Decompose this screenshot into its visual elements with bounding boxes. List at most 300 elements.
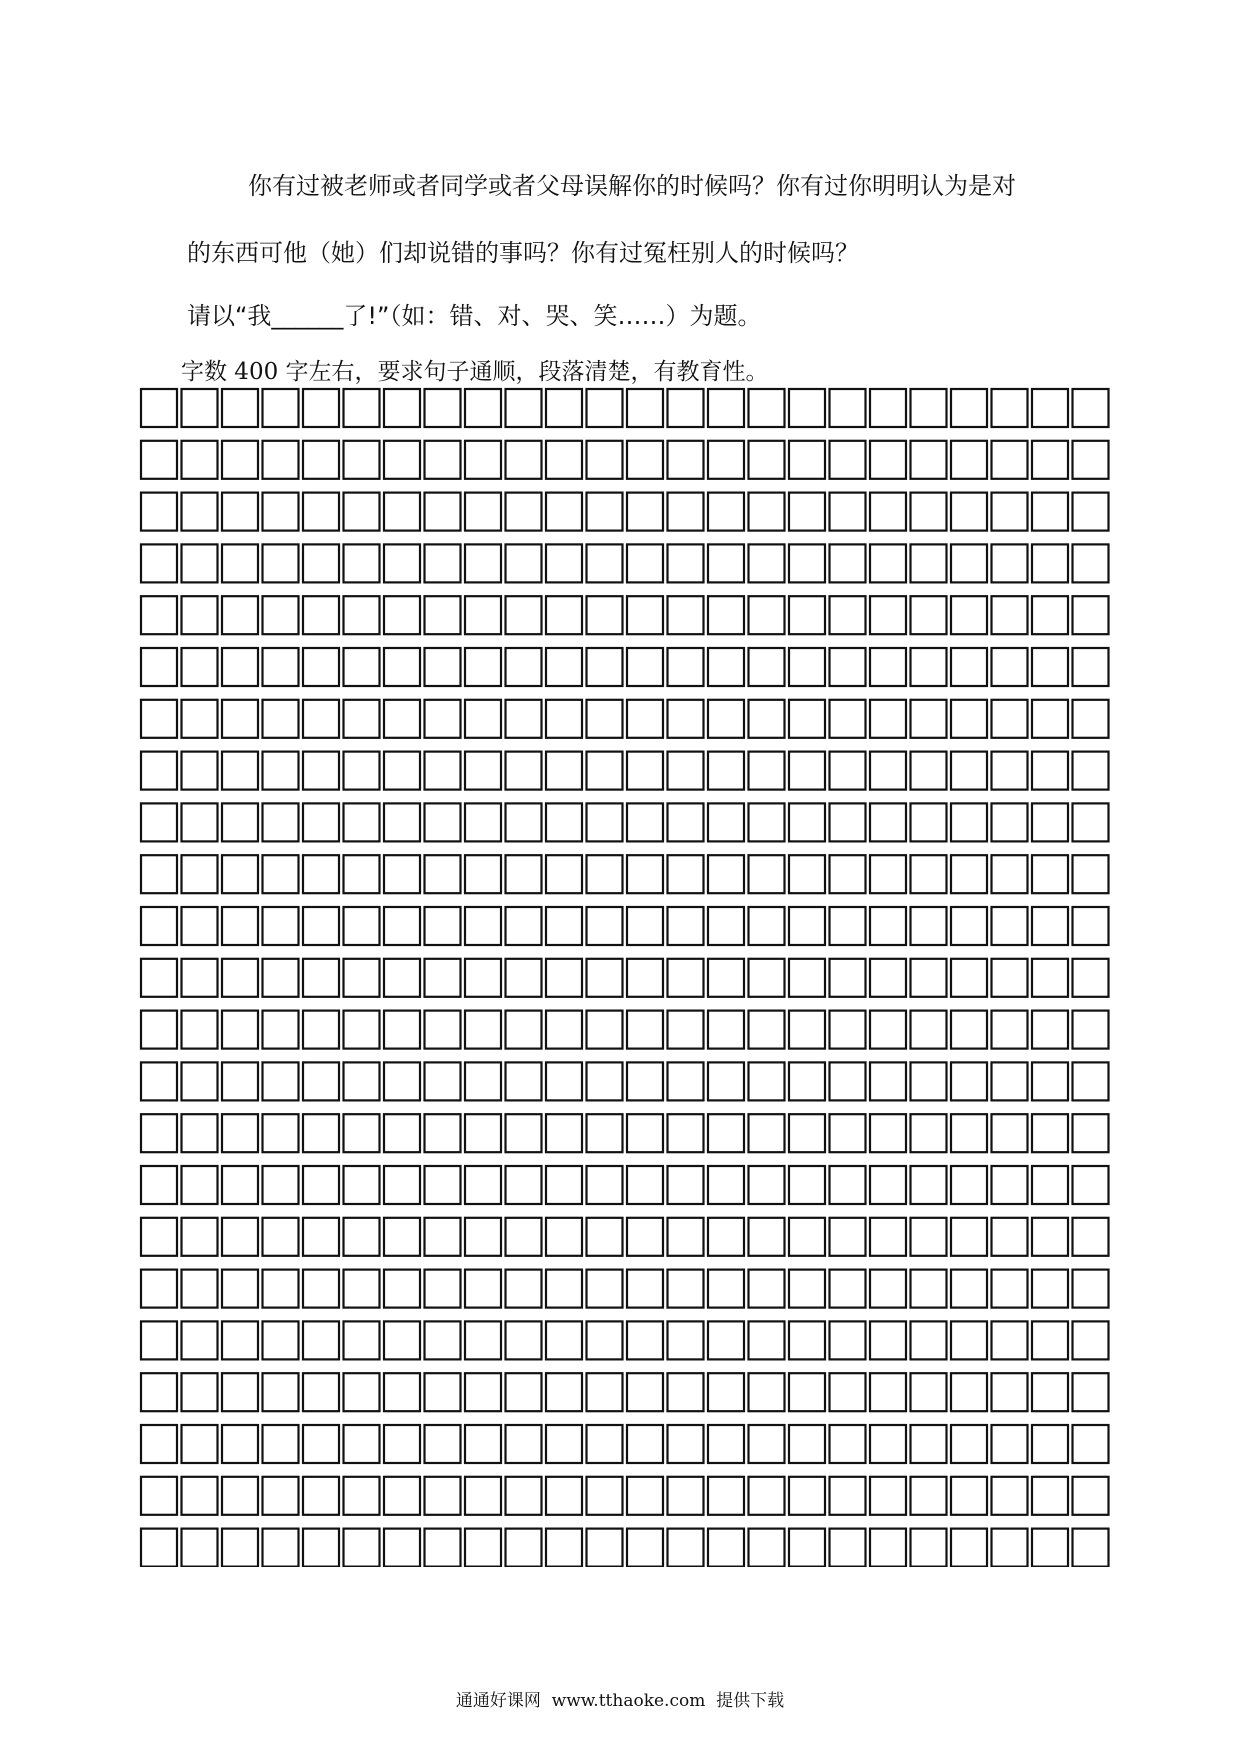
grid-cell (546, 544, 582, 582)
grid-cell (749, 907, 785, 945)
grid-cell (911, 1477, 947, 1515)
grid-cell (263, 1321, 299, 1359)
grid-cell (141, 1011, 177, 1049)
grid-cell (222, 648, 258, 686)
grid-row (141, 700, 1109, 738)
grid-cell (141, 1062, 177, 1100)
grid-cell (668, 1166, 704, 1204)
grid-cell (1032, 596, 1068, 634)
grid-cell (344, 648, 380, 686)
grid-cell (789, 752, 825, 790)
grid-cell (1032, 1270, 1068, 1308)
grid-cell (1032, 1373, 1068, 1411)
grid-cell (911, 1114, 947, 1152)
grid-cell (141, 1529, 177, 1567)
grid-cell (222, 700, 258, 738)
grid-cell (425, 1114, 461, 1152)
grid-cell (344, 907, 380, 945)
grid-cell (222, 1062, 258, 1100)
grid-cell (303, 855, 339, 893)
grid-cell (1073, 1114, 1109, 1152)
grid-cell (951, 1425, 987, 1463)
grid-cell (587, 1373, 623, 1411)
grid-cell (303, 1373, 339, 1411)
grid-cell (263, 1011, 299, 1049)
grid-cell (506, 1218, 542, 1256)
grid-cell (344, 1270, 380, 1308)
grid-cell (222, 1321, 258, 1359)
grid-row (141, 544, 1109, 582)
grid-cell (627, 1166, 663, 1204)
grid-cell (789, 493, 825, 531)
grid-cell (344, 493, 380, 531)
grid-cell (1032, 700, 1068, 738)
grid-cell (303, 1529, 339, 1567)
grid-cell (303, 803, 339, 841)
grid-cell (1032, 1011, 1068, 1049)
grid-cell (870, 1529, 906, 1567)
grid-cell (951, 648, 987, 686)
grid-cell (506, 1166, 542, 1204)
grid-cell (222, 1529, 258, 1567)
grid-cell (789, 1114, 825, 1152)
grid-cell (830, 493, 866, 531)
grid-cell (870, 803, 906, 841)
grid-cell (627, 1011, 663, 1049)
grid-cell (587, 596, 623, 634)
grid-cell (1032, 493, 1068, 531)
grid-cell (425, 596, 461, 634)
grid-cell (587, 441, 623, 479)
grid-cell (425, 1321, 461, 1359)
grid-cell (263, 752, 299, 790)
grid-cell (708, 700, 744, 738)
grid-cell (1032, 1529, 1068, 1567)
grid-cell (344, 1529, 380, 1567)
grid-cell (951, 1062, 987, 1100)
grid-cell (708, 1425, 744, 1463)
grid-cell (384, 1114, 420, 1152)
grid-cell (870, 648, 906, 686)
grid-cell (384, 1425, 420, 1463)
grid-cell (465, 1373, 501, 1411)
grid-cell (546, 959, 582, 997)
grid-cell (425, 1373, 461, 1411)
grid-cell (425, 389, 461, 427)
grid-cell (789, 1529, 825, 1567)
grid-cell (789, 1373, 825, 1411)
grid-cell (303, 596, 339, 634)
grid-cell (506, 1114, 542, 1152)
grid-cell (344, 803, 380, 841)
grid-cell (506, 752, 542, 790)
grid-cell (627, 752, 663, 790)
grid-cell (627, 544, 663, 582)
grid-cell (506, 1062, 542, 1100)
grid-cell (344, 959, 380, 997)
grid-cell (992, 596, 1028, 634)
grid-cell (587, 1477, 623, 1515)
grid-cell (789, 1321, 825, 1359)
grid-cell (870, 389, 906, 427)
grid-row (141, 389, 1109, 427)
grid-cell (425, 959, 461, 997)
grid-cell (911, 1011, 947, 1049)
grid-cell (303, 1425, 339, 1463)
grid-cell (546, 1011, 582, 1049)
grid-cell (668, 1477, 704, 1515)
grid-cell (263, 1062, 299, 1100)
grid-cell (992, 1166, 1028, 1204)
grid-cell (465, 752, 501, 790)
grid-cell (222, 855, 258, 893)
prompt-title-instruction: 请以“我______了!”（如：错、对、哭、笑……）为题。 (187, 302, 762, 330)
grid-cell (182, 1114, 218, 1152)
grid-cell (425, 1011, 461, 1049)
grid-cell (992, 1373, 1028, 1411)
grid-cell (303, 1218, 339, 1256)
grid-cell (992, 1062, 1028, 1100)
grid-cell (1032, 1425, 1068, 1463)
grid-cell (141, 493, 177, 531)
grid-cell (465, 1529, 501, 1567)
prompt-requirements: 字数 400 字左右，要求句子通顺，段落清楚，有教育性。 (181, 359, 769, 385)
grid-cell (708, 1373, 744, 1411)
grid-cell (344, 441, 380, 479)
grid-cell (870, 959, 906, 997)
grid-cell (1073, 803, 1109, 841)
grid-cell (384, 1062, 420, 1100)
grid-cell (992, 1218, 1028, 1256)
grid-cell (830, 648, 866, 686)
grid-cell (830, 1321, 866, 1359)
writing-grid (139, 387, 1119, 1567)
grid-cell (263, 907, 299, 945)
grid-cell (708, 544, 744, 582)
grid-cell (141, 959, 177, 997)
grid-cell (344, 389, 380, 427)
grid-cell (951, 1114, 987, 1152)
grid-cell (384, 1218, 420, 1256)
grid-cell (263, 1373, 299, 1411)
grid-cell (546, 855, 582, 893)
grid-cell (425, 441, 461, 479)
grid-cell (1073, 1218, 1109, 1256)
grid-cell (1073, 907, 1109, 945)
grid-cell (1073, 441, 1109, 479)
grid-cell (222, 907, 258, 945)
grid-cell (627, 493, 663, 531)
grid-cell (1073, 1321, 1109, 1359)
grid-cell (789, 1218, 825, 1256)
grid-cell (830, 596, 866, 634)
grid-cell (465, 441, 501, 479)
grid-cell (830, 907, 866, 945)
grid-cell (587, 493, 623, 531)
grid-cell (425, 544, 461, 582)
grid-cell (789, 907, 825, 945)
grid-cell (587, 803, 623, 841)
grid-cell (992, 1011, 1028, 1049)
grid-cell (1073, 389, 1109, 427)
grid-cell (749, 596, 785, 634)
grid-cell (465, 855, 501, 893)
grid-cell (870, 1321, 906, 1359)
grid-cell (789, 855, 825, 893)
grid-cell (425, 1062, 461, 1100)
grid-cell (870, 544, 906, 582)
grid-cell (384, 1529, 420, 1567)
grid-cell (263, 441, 299, 479)
grid-cell (1032, 855, 1068, 893)
grid-cell (789, 803, 825, 841)
grid-cell (263, 1529, 299, 1567)
grid-row (141, 1373, 1109, 1411)
grid-row (141, 493, 1109, 531)
grid-cell (587, 1062, 623, 1100)
grid-cell (951, 1529, 987, 1567)
grid-cell (951, 959, 987, 997)
grid-cell (911, 1373, 947, 1411)
grid-cell (263, 959, 299, 997)
grid-cell (749, 493, 785, 531)
grid-cell (830, 700, 866, 738)
prompt-line-2: 的东西可他（她）们却说错的事吗？你有过冤枉别人的时候吗？ (187, 239, 859, 267)
grid-cell (263, 493, 299, 531)
grid-cell (506, 1425, 542, 1463)
grid-cell (1032, 648, 1068, 686)
grid-cell (587, 1321, 623, 1359)
grid-cell (627, 1425, 663, 1463)
grid-cell (708, 1062, 744, 1100)
grid-cell (951, 752, 987, 790)
grid-cell (384, 544, 420, 582)
grid-cell (870, 1270, 906, 1308)
grid-cell (668, 493, 704, 531)
grid-cell (587, 907, 623, 945)
grid-cell (425, 803, 461, 841)
grid-cell (1073, 1529, 1109, 1567)
grid-cell (587, 1218, 623, 1256)
grid-cell (708, 596, 744, 634)
grid-cell (222, 959, 258, 997)
grid-cell (911, 441, 947, 479)
grid-cell (627, 1270, 663, 1308)
grid-cell (182, 1477, 218, 1515)
grid-cell (303, 1166, 339, 1204)
grid-cell (587, 959, 623, 997)
grid-cell (546, 441, 582, 479)
grid-cell (749, 1114, 785, 1152)
grid-cell (627, 959, 663, 997)
grid-cell (222, 1218, 258, 1256)
grid-cell (951, 389, 987, 427)
grid-cell (465, 907, 501, 945)
grid-cell (749, 1062, 785, 1100)
grid-cell (546, 493, 582, 531)
grid-cell (668, 441, 704, 479)
grid-cell (303, 441, 339, 479)
grid-cell (344, 1425, 380, 1463)
grid-cell (384, 959, 420, 997)
grid-cell (506, 1477, 542, 1515)
grid-cell (951, 493, 987, 531)
grid-cell (344, 1166, 380, 1204)
grid-cell (465, 700, 501, 738)
grid-cell (1032, 441, 1068, 479)
grid-cell (182, 1062, 218, 1100)
grid-cell (992, 1529, 1028, 1567)
grid-cell (384, 493, 420, 531)
grid-cell (911, 1270, 947, 1308)
grid-cell (668, 700, 704, 738)
grid-cell (1032, 959, 1068, 997)
grid-cell (425, 1477, 461, 1515)
grid-cell (830, 1425, 866, 1463)
grid-cell (344, 544, 380, 582)
grid-cell (546, 1321, 582, 1359)
grid-cell (182, 1166, 218, 1204)
grid-cell (1073, 1166, 1109, 1204)
grid-row (141, 752, 1109, 790)
grid-cell (749, 1529, 785, 1567)
grid-cell (546, 596, 582, 634)
grid-cell (384, 907, 420, 945)
grid-cell (627, 648, 663, 686)
grid-cell (749, 544, 785, 582)
grid-cell (708, 1529, 744, 1567)
grid-cell (870, 441, 906, 479)
grid-cell (830, 1166, 866, 1204)
grid-cell (627, 700, 663, 738)
grid-cell (627, 389, 663, 427)
grid-cell (870, 1011, 906, 1049)
grid-cell (344, 1062, 380, 1100)
grid-cell (668, 959, 704, 997)
grid-row (141, 855, 1109, 893)
grid-cell (182, 389, 218, 427)
grid-cell (668, 1114, 704, 1152)
grid-cell (668, 1373, 704, 1411)
grid-cell (992, 700, 1028, 738)
grid-cell (141, 907, 177, 945)
grid-cell (425, 1218, 461, 1256)
grid-cell (303, 1270, 339, 1308)
grid-cell (870, 700, 906, 738)
grid-cell (141, 648, 177, 686)
grid-cell (627, 1477, 663, 1515)
grid-cell (708, 1321, 744, 1359)
grid-cell (992, 1114, 1028, 1152)
grid-cell (789, 441, 825, 479)
grid-cell (141, 1218, 177, 1256)
grid-cell (141, 803, 177, 841)
grid-cell (911, 1529, 947, 1567)
grid-cell (546, 1062, 582, 1100)
footer-credit: 通通好课网 www.tthaoke.com 提供下载 (455, 1691, 785, 1711)
grid-row (141, 1321, 1109, 1359)
grid-cell (708, 493, 744, 531)
grid-cell (465, 1062, 501, 1100)
grid-cell (546, 1270, 582, 1308)
grid-cell (789, 1011, 825, 1049)
grid-cell (425, 1425, 461, 1463)
grid-cell (668, 752, 704, 790)
grid-cell (384, 596, 420, 634)
grid-cell (749, 1477, 785, 1515)
grid-cell (1073, 1062, 1109, 1100)
grid-cell (708, 389, 744, 427)
grid-cell (749, 1011, 785, 1049)
grid-cell (870, 1425, 906, 1463)
grid-cell (627, 1062, 663, 1100)
grid-cell (749, 1373, 785, 1411)
grid-cell (263, 596, 299, 634)
grid-cell (992, 1425, 1028, 1463)
grid-cell (344, 1321, 380, 1359)
grid-cell (870, 1062, 906, 1100)
grid-cell (546, 803, 582, 841)
grid-cell (506, 596, 542, 634)
grid-cell (303, 700, 339, 738)
grid-cell (1032, 544, 1068, 582)
grid-cell (465, 1270, 501, 1308)
grid-cell (465, 1425, 501, 1463)
grid-cell (911, 1321, 947, 1359)
grid-cell (384, 441, 420, 479)
grid-cell (182, 1373, 218, 1411)
grid-cell (708, 1218, 744, 1256)
grid-cell (627, 1529, 663, 1567)
grid-cell (465, 1114, 501, 1152)
grid-cell (182, 700, 218, 738)
grid-cell (749, 1270, 785, 1308)
grid-row (141, 1062, 1109, 1100)
grid-cell (222, 1114, 258, 1152)
grid-cell (951, 596, 987, 634)
grid-cell (587, 1270, 623, 1308)
grid-cell (182, 803, 218, 841)
grid-cell (1073, 648, 1109, 686)
grid-cell (992, 907, 1028, 945)
grid-cell (911, 1425, 947, 1463)
grid-cell (425, 1529, 461, 1567)
grid-cell (1032, 1218, 1068, 1256)
grid-cell (1073, 752, 1109, 790)
grid-cell (1073, 1011, 1109, 1049)
grid-cell (587, 1011, 623, 1049)
grid-cell (668, 1218, 704, 1256)
grid-cell (708, 1270, 744, 1308)
grid-cell (992, 441, 1028, 479)
grid-cell (911, 648, 947, 686)
grid-cell (465, 493, 501, 531)
grid-cell (951, 1166, 987, 1204)
grid-cell (830, 1062, 866, 1100)
grid-cell (141, 596, 177, 634)
grid-cell (951, 700, 987, 738)
grid-cell (668, 1529, 704, 1567)
grid-cell (546, 700, 582, 738)
grid-cell (749, 752, 785, 790)
grid-cell (627, 1218, 663, 1256)
grid-cell (425, 1270, 461, 1308)
grid-cell (263, 803, 299, 841)
grid-cell (830, 959, 866, 997)
grid-cell (951, 1477, 987, 1515)
grid-cell (384, 389, 420, 427)
grid-cell (749, 855, 785, 893)
